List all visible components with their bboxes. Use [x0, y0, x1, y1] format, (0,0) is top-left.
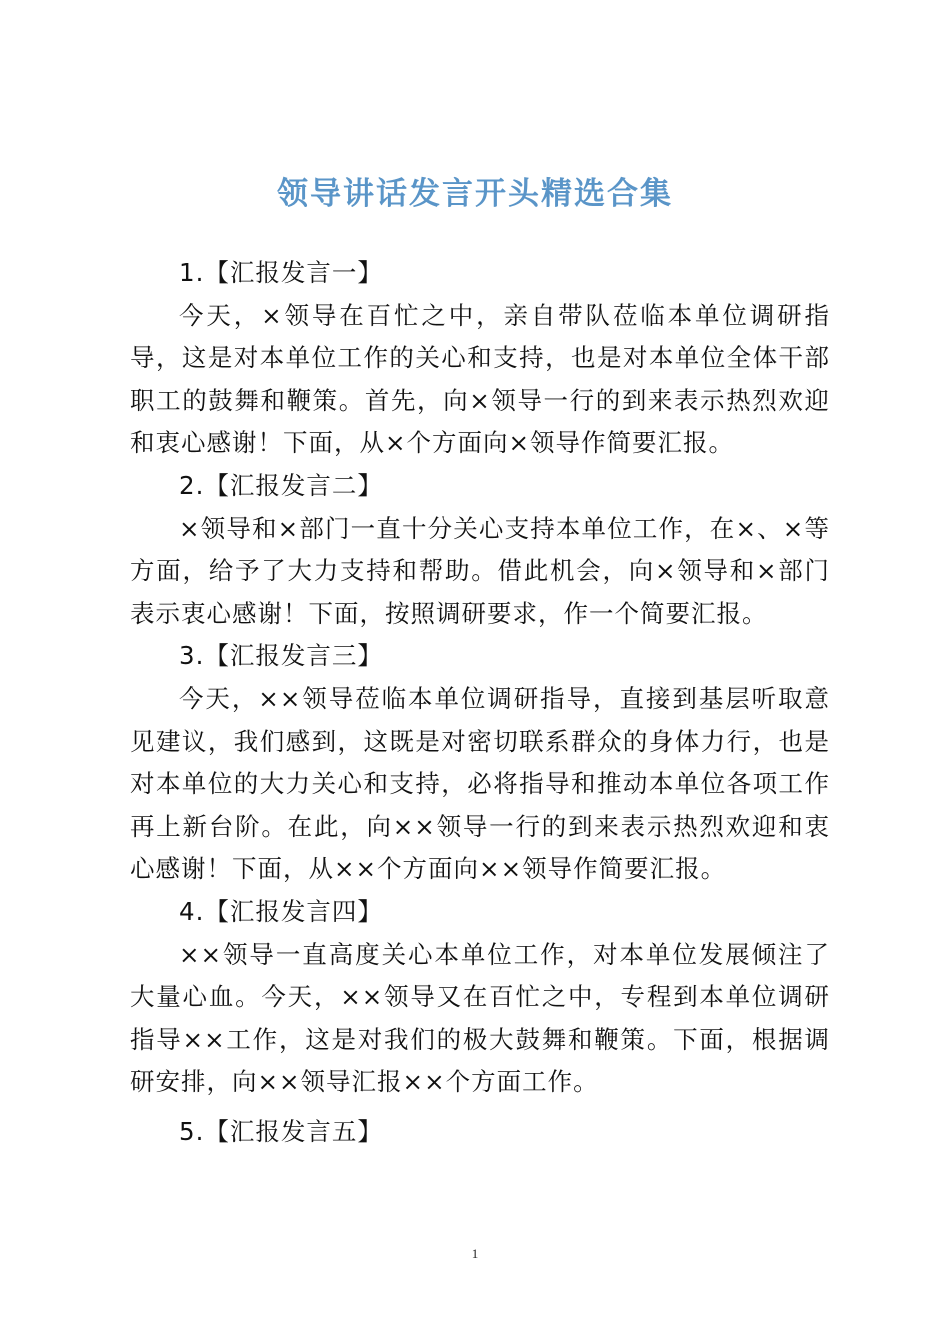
- document-body: [130, 252, 830, 1153]
- section-heading-2: 2.【汇报发言二】: [179, 470, 383, 500]
- section-paragraph-2: ×领导和×部门一直十分关心支持本单位工作，在×、×等方面，给予了大力支持和帮助。借此机会，向×领导和×部门表示衷心感谢！下面，按照调研要求，作一个简要汇报。: [130, 513, 830, 628]
- document-title: 领导讲话发言开头精选合集: [277, 176, 673, 212]
- section-paragraph-1: 今天，×领导在百忙之中，亲自带队莅临本单位调研指导，这是对本单位工作的关心和支持，也是对本单位全体干部职工的鼓舞和鞭策。首先，向×领导一行的到来表示热烈欢迎和衷心感谢！下面，从×个方面向×领导作简要汇报。: [130, 300, 830, 458]
- section-heading-1: 1.【汇报发言一】: [179, 258, 383, 287]
- section-heading-4: 4.【汇报发言四】: [179, 896, 383, 926]
- section-heading-5: 5.【汇报发言五】: [179, 1116, 383, 1146]
- page-number: 1: [471, 1246, 479, 1261]
- section-paragraph-3: 今天，××领导莅临本单位调研指导，直接到基层听取意见建议，我们感到，这既是对密切联系群众的身体力行，也是对本单位的大力关心和支持，必将指导和推动本单位各项工作再上新台阶。在此，向××领导一行的到来表示热烈欢迎和衷心感谢！下面，从××个方面向××领导作简要汇报。: [130, 683, 830, 884]
- section-heading-3: 3.【汇报发言三】: [179, 641, 383, 671]
- section-paragraph-4: ××领导一直高度关心本单位工作，对本单位发展倾注了大量心血。今天，××领导又在百忙之中，专程到本单位调研指导××工作，这是对我们的极大鼓舞和鞭策。下面，根据调研安排，向××领导汇报××个方面工作。: [130, 939, 830, 1097]
